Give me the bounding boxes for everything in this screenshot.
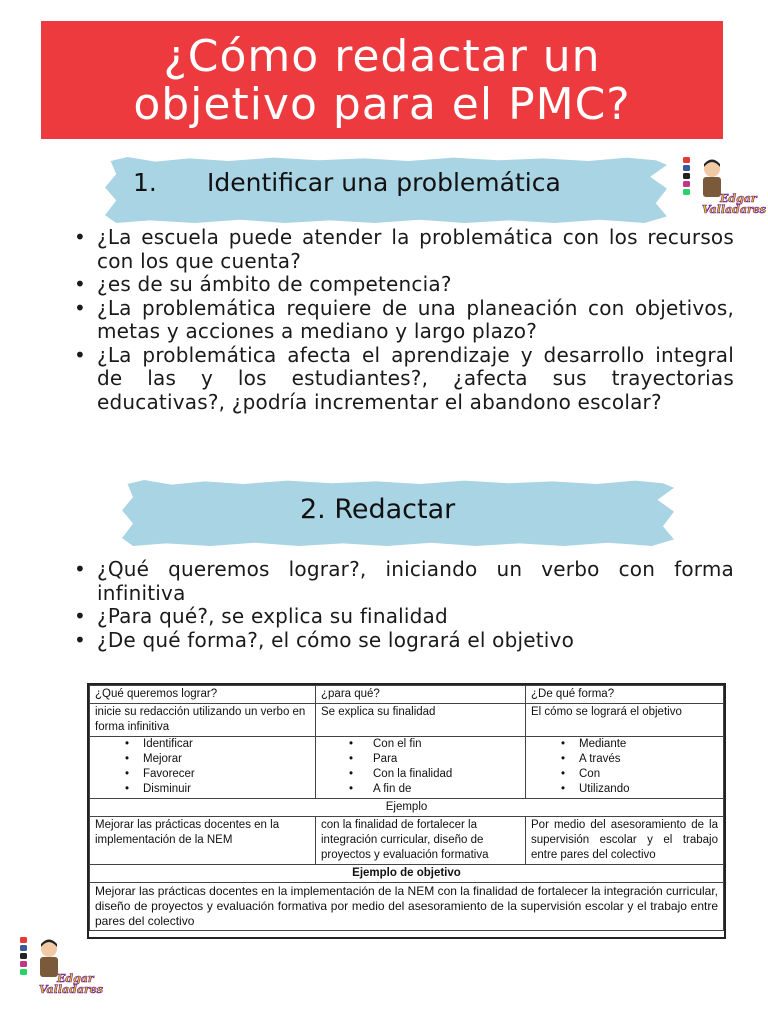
table-header-row [90,686,724,704]
table-row [90,817,724,865]
example-label: Ejemplo [90,799,724,817]
youtube-icon [683,157,690,163]
section2-heading: 2. Redactar [300,494,456,525]
verb-list-cell [90,737,316,799]
whatsapp-icon [20,969,27,975]
method-list-cell [526,737,724,799]
logo-text-line2: Valladares [702,203,766,216]
section1-number: 1. [133,168,157,197]
list-item: • ¿Para qué?, se explica su finalidad [72,605,734,629]
list-item: • ¿La escuela puede atender la problemática con los recursos con los que cuenta? [72,226,734,273]
whatsapp-icon [683,189,690,195]
author-logo [680,155,766,217]
table-cell: Se explica su finalidad [316,704,526,737]
logo-text-line2: Valladares [39,983,103,996]
section2-question-list [72,558,734,652]
list-item: • Para [321,752,520,767]
list-item: • ¿Qué queremos lograr?, iniciando un verbo con forma infinitiva [72,558,734,605]
table-header: ¿De qué forma? [526,686,724,704]
table-row [90,883,724,931]
list-item: • Con la finalidad [321,767,520,782]
list-item: • Mediante [531,737,718,752]
title-line-2: objetivo para el PMC? [133,79,631,130]
table-cell: inicie su redacción utilizando un verbo en forma infinitiva [90,704,316,737]
facebook-icon [20,945,27,951]
tiktok-icon [683,173,690,179]
list-item: • Disminuir [95,782,310,797]
list-item: • Mejorar [95,752,310,767]
purpose-list-cell [316,737,526,799]
instagram-icon [20,961,27,967]
youtube-icon [20,937,27,943]
list-item: • A fin de [321,782,520,797]
list-item: • ¿De qué forma?, el cómo se logrará el objetivo [72,629,734,653]
avatar-body [40,957,58,977]
list-item: • ¿La problemática requiere de una planeación con objetivos, metas y acciones a mediano y largo plazo? [72,297,734,344]
list-item: • Con [531,767,718,782]
list-item: • Favorecer [95,767,310,782]
table-cell: con la finalidad de fortalecer la integración curricular, diseño de proyectos y evaluación formativa [316,817,526,865]
list-item: • ¿es de su ámbito de competencia? [72,273,734,297]
logo-text-line1: Edgar [57,972,94,985]
title-banner [41,21,723,139]
list-item: • ¿La problemática afecta el aprendizaje y desarrollo integral de las y los estudiantes?, ¿afecta sus trayectorias educativas?, ¿podría incrementar el abandono escolar? [72,344,734,415]
table-cell: Por medio del asesoramiento de la supervisión escolar y el trabajo entre pares del colectivo [526,817,724,865]
table-header: ¿para qué? [316,686,526,704]
facebook-icon [683,165,690,171]
section1-question-list [72,226,734,414]
avatar-body [703,177,721,197]
table-row [90,865,724,883]
list-item: • Identificar [95,737,310,752]
table-row [90,704,724,737]
objective-table [87,683,726,939]
objective-label: Ejemplo de objetivo [90,865,724,883]
instagram-icon [683,181,690,187]
table-row [90,799,724,817]
table-cell: El cómo se logrará el objetivo [526,704,724,737]
list-item: • Utilizando [531,782,718,797]
table-row [90,737,724,799]
logo-text-line1: Edgar [720,192,757,205]
tiktok-icon [20,953,27,959]
list-item: • Con el fin [321,737,520,752]
section1-heading-text: Identificar una problemática [207,168,561,197]
table-cell: Mejorar las prácticas docentes en la implementación de la NEM [90,817,316,865]
objective-text: Mejorar las prácticas docentes en la implementación de la NEM con la finalidad de fortalecer la integración curricular, diseño de proyectos y evaluación formativa por medio del asesoramiento de la supervisión escolar y el trabajo entre pares del colectivo [90,883,724,931]
title-line-1: ¿Cómo redactar un [163,31,601,82]
author-logo [17,935,103,997]
list-item: • A través [531,752,718,767]
section1-heading [133,168,561,197]
table-header: ¿Qué queremos lograr? [90,686,316,704]
